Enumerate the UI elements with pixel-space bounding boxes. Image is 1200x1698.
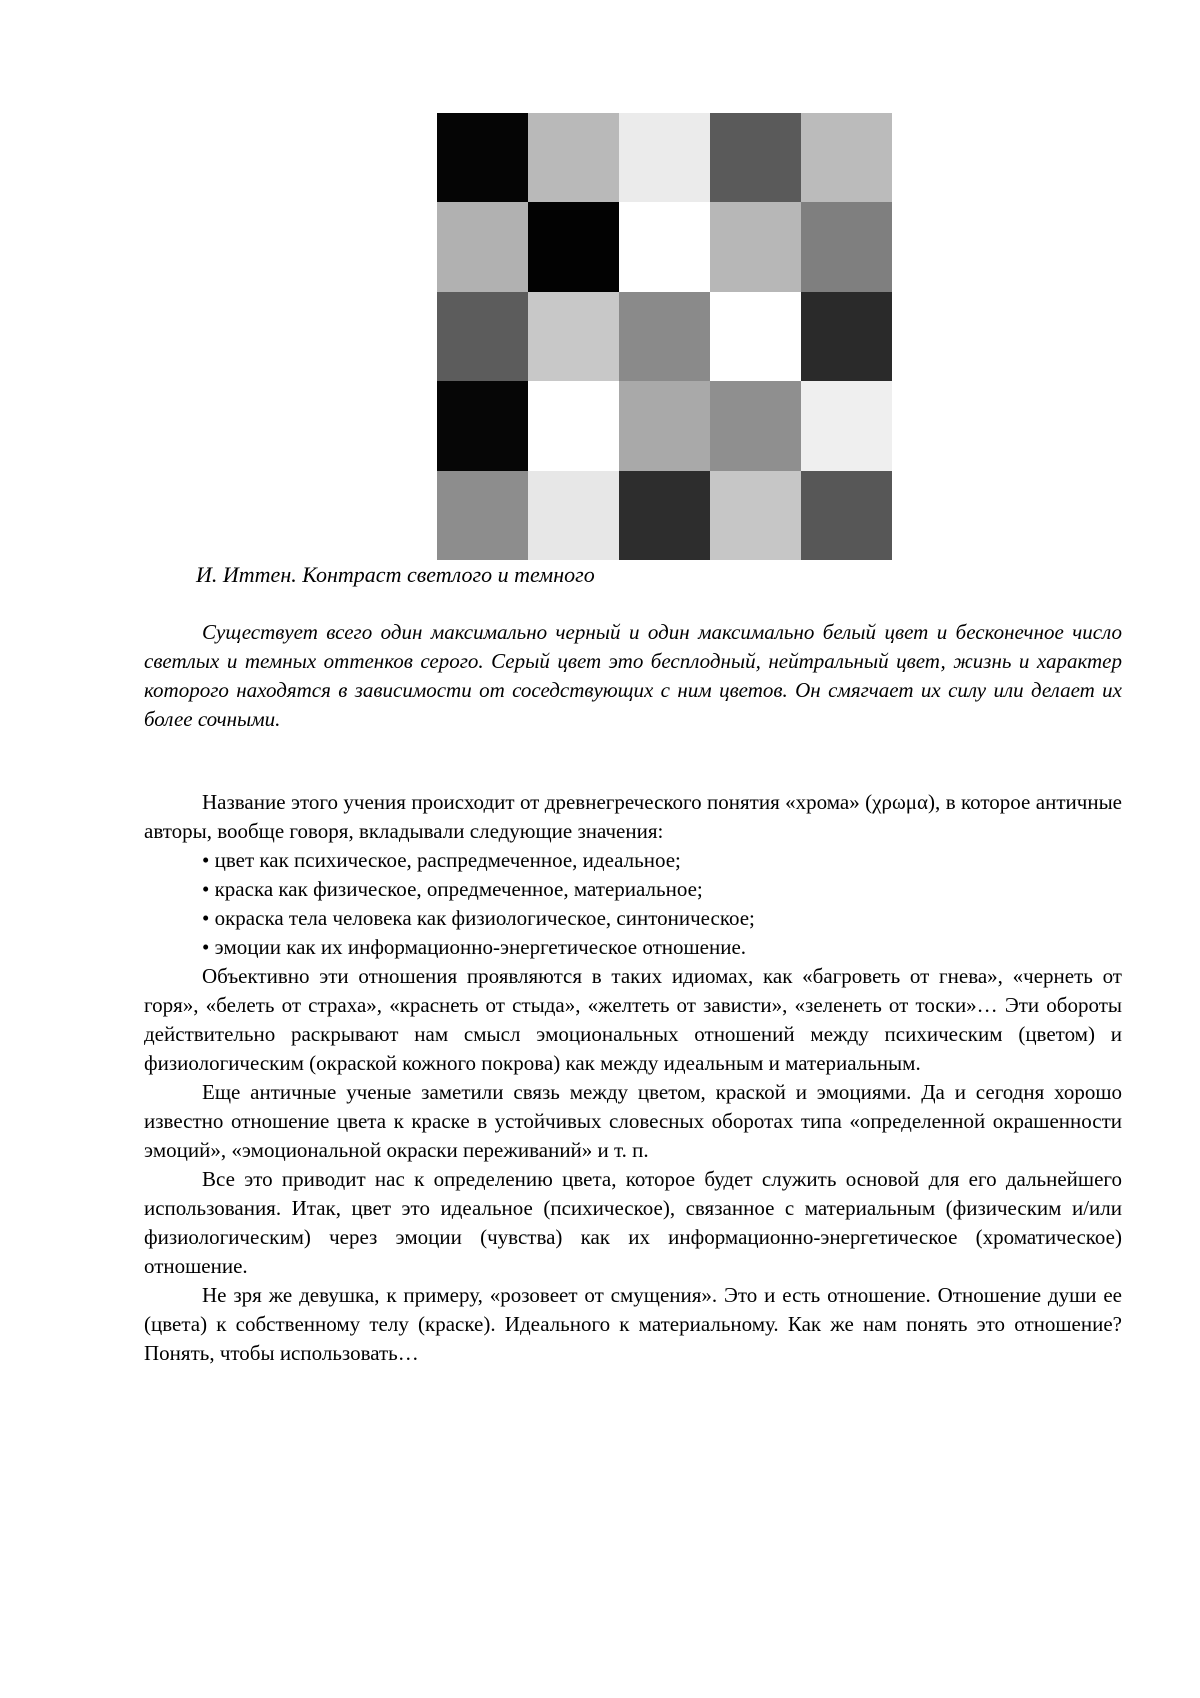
grid-cell — [710, 471, 801, 560]
grid-cell — [619, 113, 710, 202]
grid-cell — [801, 471, 892, 560]
grid-cell — [710, 292, 801, 381]
list-item: • эмоции как их информационно-энергетическое отношение. — [202, 933, 1122, 962]
quote-block — [144, 618, 1122, 734]
grid-cell — [437, 113, 528, 202]
grid-cell — [528, 292, 619, 381]
grid-cell — [619, 381, 710, 470]
grid-cell — [619, 292, 710, 381]
grid-cell — [528, 202, 619, 291]
grid-cell — [528, 471, 619, 560]
grid-cell — [528, 113, 619, 202]
paragraph: Все это приводит нас к определению цвета, которое будет служить основой для его дальнейшего использования. Итак, цвет это идеальное (психическое), связанное с материальным (физическим и/или физиологическим) через эмоции (чувства) как их информационно-энергетическое (хроматическое) отношение. — [144, 1167, 1122, 1278]
paragraph: Не зря же девушка, к примеру, «розовеет от смущения». Это и есть отношение. Отношение души ее (цвета) к собственному телу (краске). Идеального к материальному. Как же нам понять это отношение? Понять, чтобы использовать… — [144, 1283, 1122, 1365]
grid-cell — [710, 113, 801, 202]
grid-cell — [619, 202, 710, 291]
grid-cell — [619, 471, 710, 560]
paragraph: Название этого учения происходит от древнегреческого понятия «хрома» (χρωμα), в которое античные авторы, вообще говоря, вкладывали следующие значения: — [144, 790, 1122, 843]
paragraph: Объективно эти отношения проявляются в таких идиомах, как «багроветь от гнева», «чернеть от горя», «белеть от страха», «краснеть от стыда», «желтеть от зависти», «зеленеть от тоски»… Эти обороты действительно раскрывают нам смысл эмоциональных отношений между психическим (цветом) и физиологическим (окраской кожного покрова) как между идеальным и материальным. — [144, 964, 1122, 1075]
paragraph: Еще античные ученые заметили связь между цветом, краской и эмоциями. Да и сегодня хорошо известно отношение цвета к краске в устойчивых словесных оборотах типа «определенной окрашенности эмоций», «эмоциональной окраски переживаний» и т. п. — [144, 1080, 1122, 1162]
grid-cell — [801, 381, 892, 470]
grid-cell — [437, 292, 528, 381]
figure-caption: И. Иттен. Контраст светлого и темного — [196, 562, 595, 587]
quote-text: Существует всего один максимально черный и один максимально белый цвет и бесконечное число светлых и темных оттенков серого. Серый цвет это бесплодный, нейтральный цвет, жизнь и характер которого находятся в зависимости от соседствующих с ним цветов. Он смягчает их силу или делает их более сочными. — [144, 620, 1122, 731]
contrast-grid-image — [437, 113, 892, 560]
list-item: • окраска тела человека как физиологическое, синтоническое; — [202, 904, 1122, 933]
grid-cell — [801, 202, 892, 291]
list-item: • краска как физическое, опредмеченное, материальное; — [202, 875, 1122, 904]
grid-cell — [528, 381, 619, 470]
grid-cell — [801, 113, 892, 202]
main-text — [144, 788, 1122, 1368]
grid-cell — [437, 202, 528, 291]
grid-cell — [710, 202, 801, 291]
grid-cell — [710, 381, 801, 470]
list-item: • цвет как психическое, распредмеченное, идеальное; — [202, 846, 1122, 875]
grid-cell — [801, 292, 892, 381]
grid-cell — [437, 471, 528, 560]
bullet-list — [144, 846, 1122, 962]
grid-cell — [437, 381, 528, 470]
